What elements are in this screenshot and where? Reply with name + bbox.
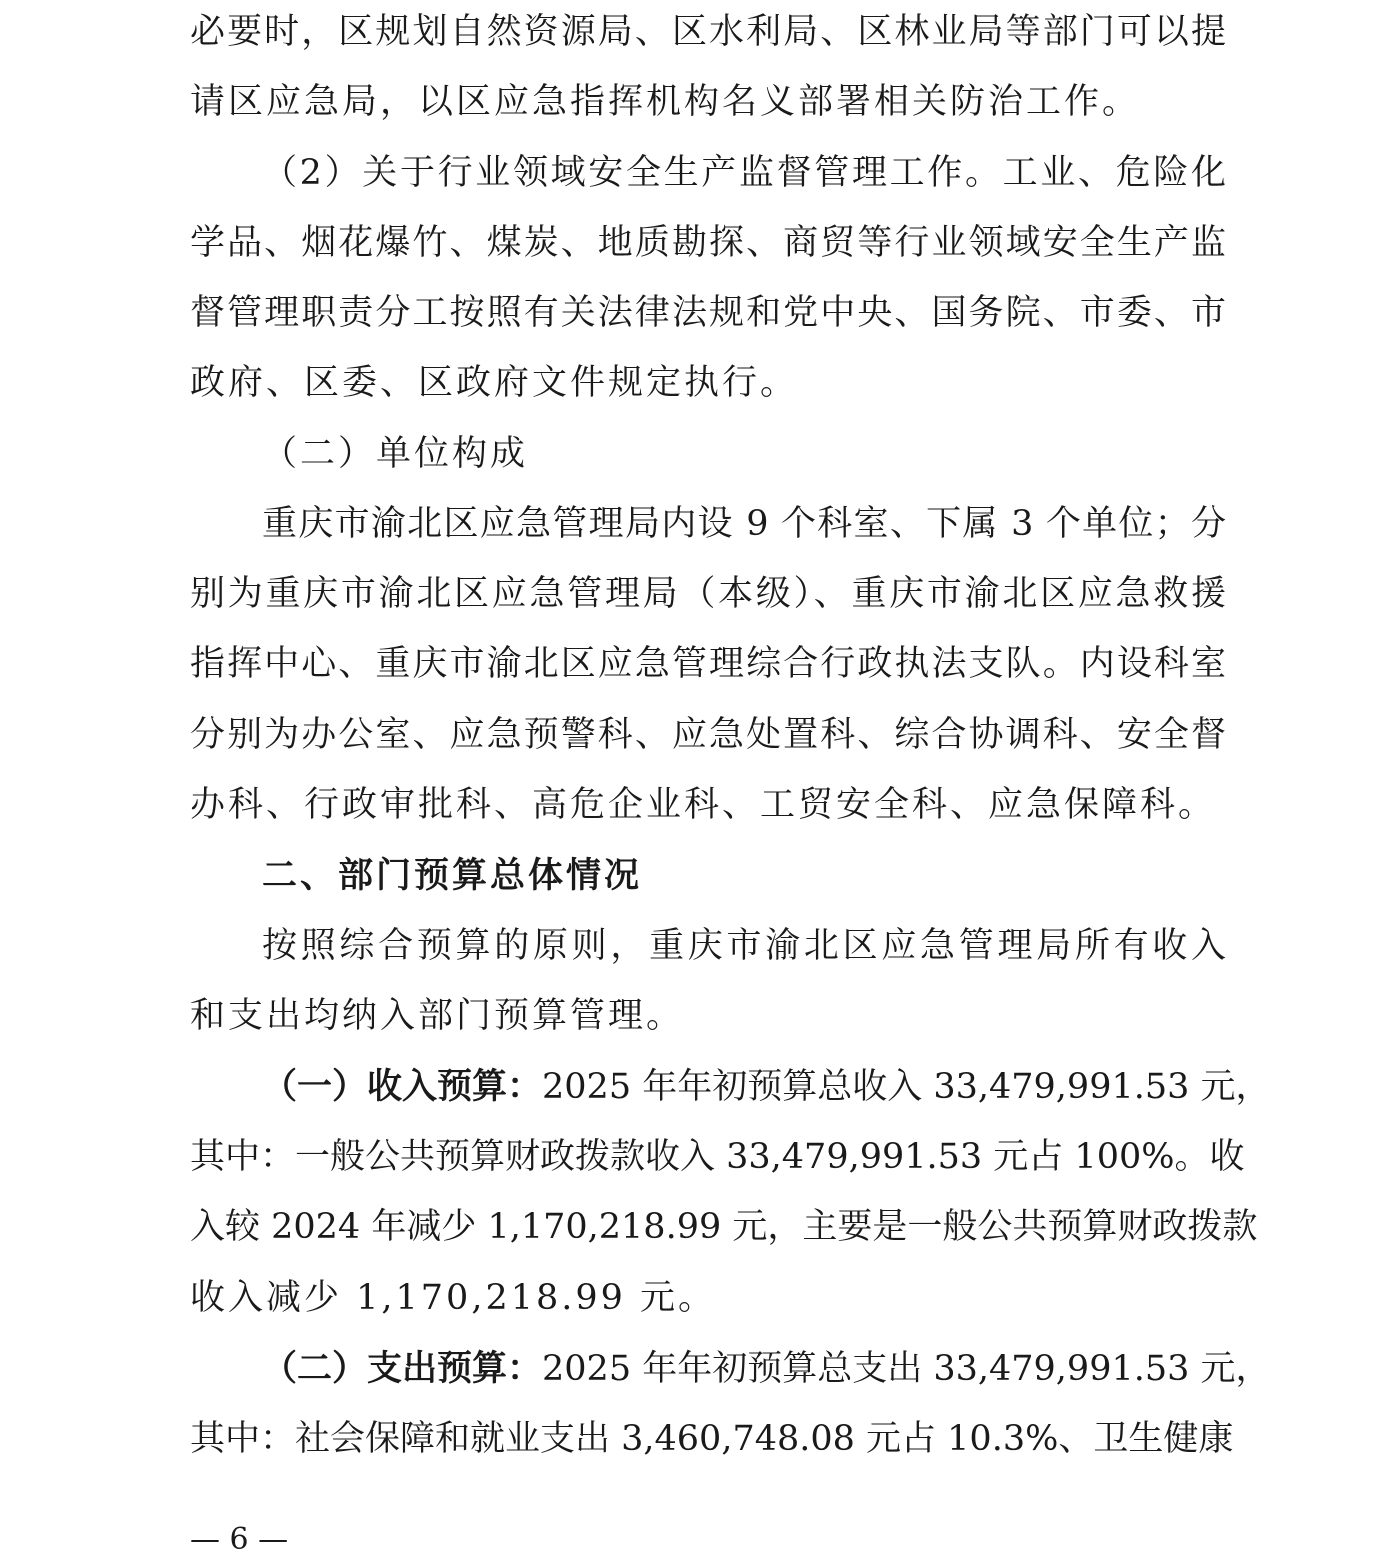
body-line: 请区应急局，以区应急指挥机构名义部署相关防治工作。 xyxy=(190,82,1141,122)
body-line-expense xyxy=(262,1343,1271,1395)
body-line: 分别为办公室、应急预警科、应急处置科、综合协调科、安全督 xyxy=(190,715,1226,755)
body-line: 政府、区委、区政府文件规定执行。 xyxy=(190,363,799,403)
body-line: 重庆市渝北区应急管理局内设 9 个科室、下属 3 个单位；分 xyxy=(262,504,1226,544)
body-line: 指挥中心、重庆市渝北区应急管理综合行政执法支队。内设科室 xyxy=(190,644,1226,684)
page-number: — 6 — xyxy=(190,1522,289,1557)
expense-heading: （二）支出预算： xyxy=(262,1348,543,1389)
body-line: 收入减少 1,170,218.99 元。 xyxy=(190,1278,717,1318)
body-line: 入较 2024 年减少 1,170,218.99 元，主要是一般公共预算财政拨款 xyxy=(190,1207,1258,1247)
body-line: 办科、行政审批科、高危企业科、工贸安全科、应急保障科。 xyxy=(190,785,1217,825)
income-total: 2025 年年初预算总收入 33,479,991.53 元， xyxy=(542,1067,1271,1107)
body-line-income xyxy=(262,1061,1271,1113)
body-line: 督管理职责分工按照有关法律法规和党中央、国务院、市委、市 xyxy=(190,293,1226,333)
body-line: 其中：一般公共预算财政拨款收入 33,479,991.53 元占 100%。收 xyxy=(190,1137,1245,1177)
section-heading: 二、部门预算总体情况 xyxy=(262,855,643,896)
expense-total: 2025 年年初预算总支出 33,479,991.53 元， xyxy=(542,1349,1271,1389)
body-line: 按照综合预算的原则，重庆市渝北区应急管理局所有收入 xyxy=(262,926,1226,966)
body-line: 必要时，区规划自然资源局、区水利局、区林业局等部门可以提 xyxy=(190,12,1226,52)
subheading: （二）单位构成 xyxy=(262,434,529,474)
income-heading: （一）收入预算： xyxy=(262,1066,543,1107)
body-line: 和支出均纳入部门预算管理。 xyxy=(190,996,685,1036)
body-line: 其中：社会保障和就业支出 3,460,748.08 元占 10.3%、卫生健康 xyxy=(190,1419,1234,1459)
body-line: 别为重庆市渝北区应急管理局（本级）、重庆市渝北区应急救援 xyxy=(190,574,1226,614)
body-line: 学品、烟花爆竹、煤炭、地质勘探、商贸等行业领域安全生产监 xyxy=(190,223,1226,263)
body-line: （2）关于行业领域安全生产监督管理工作。工业、危险化 xyxy=(262,153,1226,193)
